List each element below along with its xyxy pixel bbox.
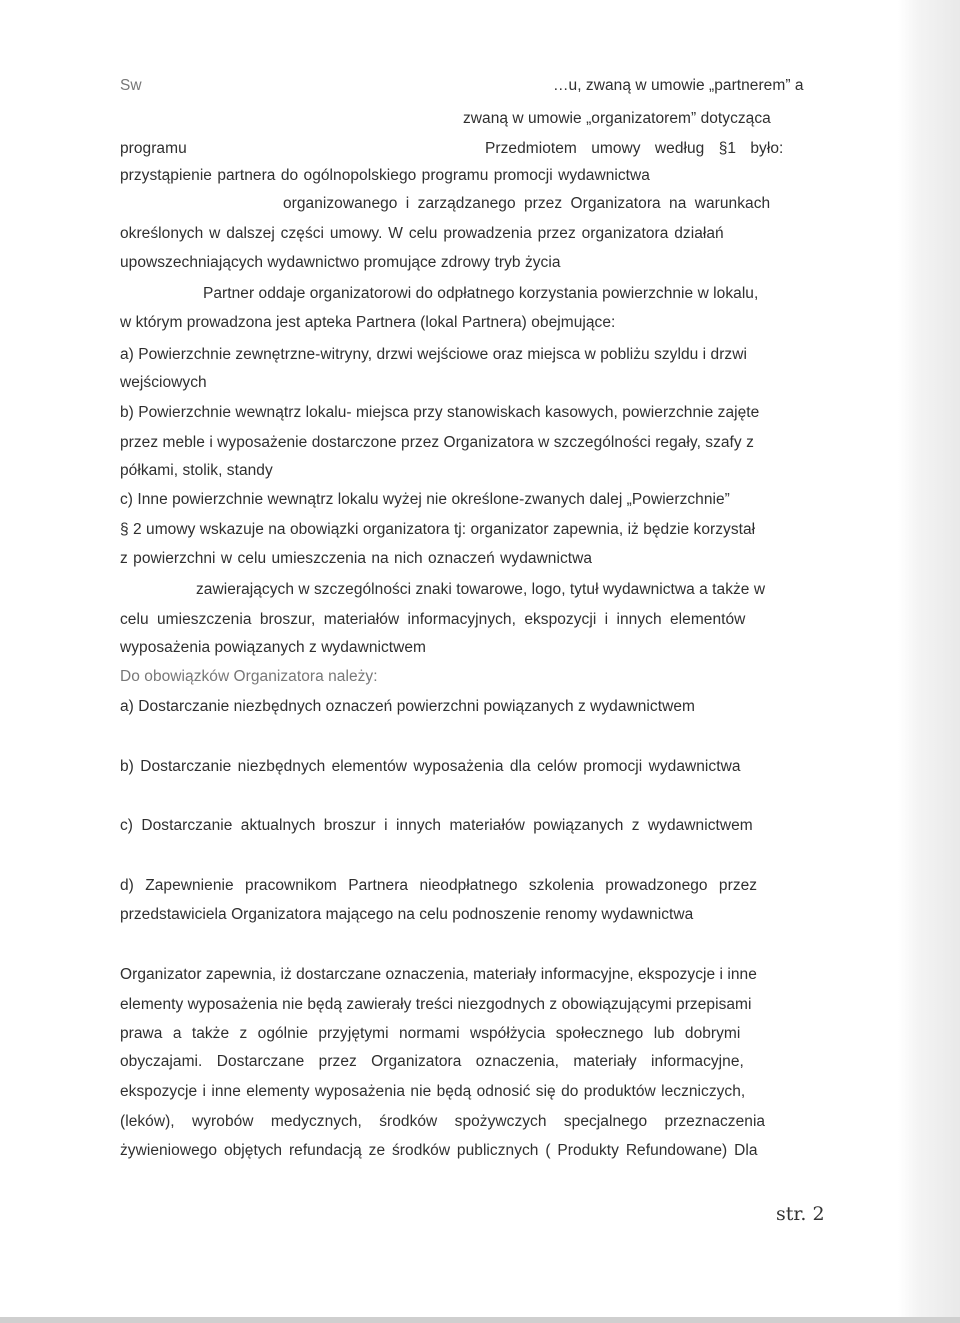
text-line: zawierających w szczególności znaki towarowe, logo, tytuł wydawnictwa a także w: [196, 581, 766, 598]
text-line: (leków), wyrobów medycznych, środków spożywczych specjalnego przeznaczenia: [120, 1113, 766, 1130]
page-number: str. 2: [776, 1203, 825, 1225]
text-line: celu umieszczenia broszur, materiałów informacyjnych, ekspozycji i innych elementów: [120, 611, 746, 628]
text-line: zwaną w umowie „organizatorem” dotycząca: [463, 110, 771, 127]
scan-bottom-edge: [0, 1317, 960, 1323]
text-line-content: Przedmiotem umowy według §1 było:: [485, 140, 784, 157]
scan-shadow-edge: [898, 0, 960, 1323]
text-line: organizowanego i zarządzanego przez Organizatora na warunkach: [283, 195, 771, 212]
text-line: programu: [120, 140, 187, 157]
text-line: d) Zapewnienie pracownikom Partnera nieodpłatnego szkolenia prowadzonego przez: [120, 877, 758, 894]
text-line: wejściowych: [120, 374, 207, 391]
text-line: …u, zwaną w umowie „partnerem” a: [553, 77, 804, 94]
text-line: elementy wyposażenia nie będą zawierały treści niezgodnych z obowiązującymi przepisami: [120, 996, 752, 1013]
text-line: przez meble i wyposażenie dostarczone przez Organizatora w szczególności regały, szafy z: [120, 434, 754, 451]
text-line: w którym prowadzona jest apteka Partnera (lokal Partnera) obejmujące:: [120, 314, 616, 331]
text-line: a) Dostarczanie niezbędnych oznaczeń powierzchni powiązanych z wydawnictwem: [120, 698, 695, 715]
text-line: c) Dostarczanie aktualnych broszur i innych materiałów powiązanych z wydawnictwem: [120, 817, 753, 834]
text-line: Partner oddaje organizatorowi do odpłatnego korzystania powierzchnie w lokalu,: [203, 285, 759, 302]
text-line: przystąpienie partnera do ogólnopolskiego programu promocji wydawnictwa: [120, 167, 650, 184]
text-line: a) Powierzchnie zewnętrzne-witryny, drzwi wejściowe oraz miejsca w pobliżu szyldu i drzwi: [120, 346, 747, 363]
text-line: z powierzchni w celu umieszczenia na nich oznaczeń wydawnictwa: [120, 550, 593, 567]
text-line: [485, 139, 823, 159]
text-line: upowszechniających wydawnictwo promujące zdrowy tryb życia: [120, 254, 561, 271]
text-line: ekspozycje i inne elementy wyposażenia nie będą odnosić się do produktów leczniczych,: [120, 1083, 746, 1100]
text-line: określonych w dalszej części umowy. W celu prowadzenia przez organizatora działań: [120, 225, 724, 242]
text-line: Do obowiązków Organizatora należy:: [120, 668, 378, 685]
text-line: obyczajami. Dostarczane przez Organizatora oznaczenia, materiały informacyjne,: [120, 1053, 744, 1070]
text-line: b) Powierzchnie wewnątrz lokalu- miejsca przy stanowiskach kasowych, powierzchnie zajęte: [120, 404, 760, 421]
text-line: Organizator zapewnia, iż dostarczane oznaczenia, materiały informacyjne, ekspozycje i inne: [120, 966, 757, 983]
text-line: półkami, stolik, standy: [120, 462, 273, 479]
text-line: b) Dostarczanie niezbędnych elementów wyposażenia dla celów promocji wydawnictwa: [120, 758, 741, 775]
text-line: c) Inne powierzchnie wewnątrz lokalu wyżej nie określone-zwanych dalej „Powierzchnie”: [120, 491, 730, 508]
text-line: wyposażenia powiązanych z wydawnictwem: [120, 639, 427, 656]
text-line: Sw: [120, 77, 142, 94]
text-line: żywieniowego objętych refundacją ze środków publicznych ( Produkty Refundowane) Dla: [120, 1142, 758, 1159]
text-line: prawa a także z ogólnie przyjętymi normami współżycia społecznego lub dobrymi: [120, 1025, 741, 1042]
text-line: § 2 umowy wskazuje na obowiązki organizatora tj: organizator zapewnia, iż będzie korzystał: [120, 521, 756, 538]
text-line: przedstawiciela Organizatora mającego na celu podnoszenie renomy wydawnictwa: [120, 906, 694, 923]
